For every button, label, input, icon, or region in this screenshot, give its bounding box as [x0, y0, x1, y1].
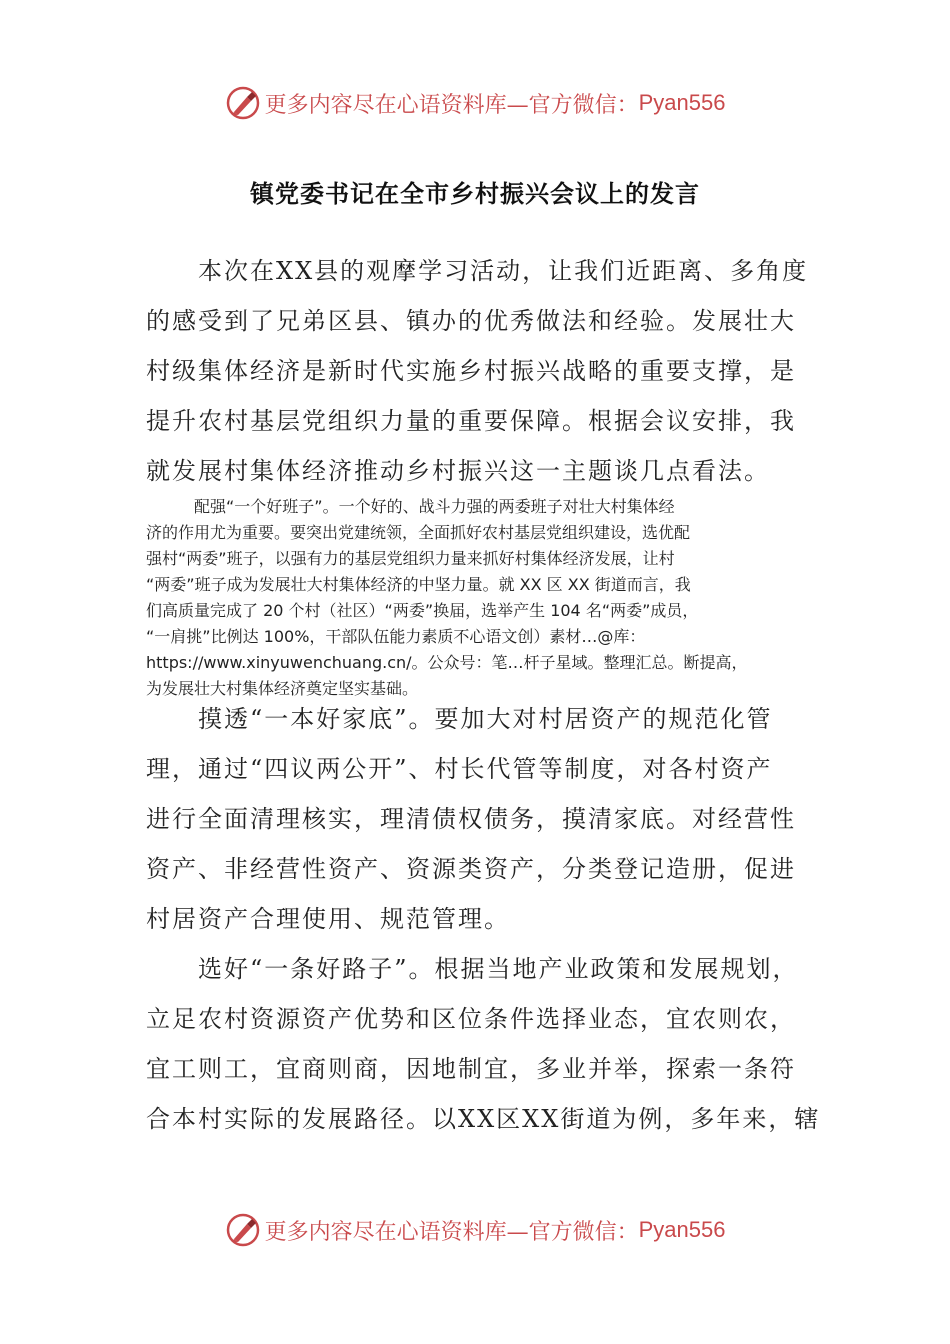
paragraph-line: 资产、非经营性资产、资源类资产，分类登记造册，促进 [146, 855, 796, 883]
paragraph-line: 强村“两委”班子，以强有力的基层党组织力量来抓好村集体经济发展，让村 [146, 549, 675, 568]
paragraph-line: 进行全面清理核实，理清债权债务，摸清家底。对经营性 [146, 805, 796, 833]
pen-logo-icon [225, 1212, 261, 1248]
banner-wechat-handle: Pyan556 [638, 90, 726, 115]
paragraph-line: 提升农村基层党组织力量的重要保障。根据会议安排，我 [146, 407, 796, 435]
paragraph-line: 宜工则工，宜商则商，因地制宜，多业并举，探索一条符 [146, 1055, 796, 1083]
paragraph-line: 选好“一条好路子”。根据当地产业政策和发展规划， [146, 955, 799, 983]
paragraph-line: 们高质量完成了 20 个村（社区）“两委”换届，选举产生 104 名“两委”成员， [146, 601, 699, 620]
paragraph-line: “一肩挑”比例达 100%，干部队伍能力素质不心语文创）素材…@库： [146, 627, 646, 646]
paragraph-line: 就发展村集体经济推动乡村振兴这一主题谈几点看法。 [146, 457, 770, 485]
section-team-paragraph [146, 494, 816, 702]
paragraph-line: 为发展壮大村集体经济奠定坚实基础。 [146, 679, 419, 698]
intro-paragraph [146, 246, 826, 496]
paragraph-line: 济的作用尤为重要。要突出党建统领，全面抓好农村基层党组织建设，选优配 [146, 523, 691, 542]
paragraph-line: 合本村实际的发展路径。以XX区XX街道为例，多年来，辖 [146, 1105, 821, 1133]
pen-logo-icon [225, 85, 261, 121]
header-banner [0, 83, 950, 123]
footer-banner [0, 1210, 950, 1250]
paragraph-line: 立足农村资源资产优势和区位条件选择业态，宜农则农， [146, 1005, 796, 1033]
paragraph-line: 配强“一个好班子”。一个好的、战斗力强的两委班子对壮大村集体经 [146, 497, 675, 516]
paragraph-line: 理，通过“四议两公开”、村长代管等制度，对各村资产 [146, 755, 773, 783]
paragraph-line: 摸透“一本好家底”。要加大对村居资产的规范化管 [146, 705, 773, 733]
paragraph-line: 本次在XX县的观摩学习活动，让我们近距离、多角度 [146, 257, 809, 285]
document-title: 镇党委书记在全市乡村振兴会议上的发言 [250, 180, 700, 208]
paragraph-line: https://www.xinyuwenchuang.cn/。公众号：笔…杆子星域。整理汇总。断提高， [146, 653, 748, 672]
paragraph-line: 村级集体经济是新时代实施乡村振兴战略的重要支撑，是 [146, 357, 796, 385]
paragraph-line: 村居资产合理使用、规范管理。 [146, 905, 510, 933]
banner-text: 更多内容尽在心语资料库—官方微信： [264, 92, 639, 118]
paragraph-line: 的感受到了兄弟区县、镇办的优秀做法和经验。发展壮大 [146, 307, 796, 335]
banner-wechat-handle: Pyan556 [638, 1217, 726, 1242]
section-assets-paragraph [146, 694, 826, 944]
paragraph-line: “两委”班子成为发展壮大村集体经济的中坚力量。就 XX 区 XX 街道而言，我 [146, 575, 691, 594]
section-path-paragraph [146, 944, 826, 1144]
banner-text: 更多内容尽在心语资料库—官方微信： [264, 1219, 639, 1245]
